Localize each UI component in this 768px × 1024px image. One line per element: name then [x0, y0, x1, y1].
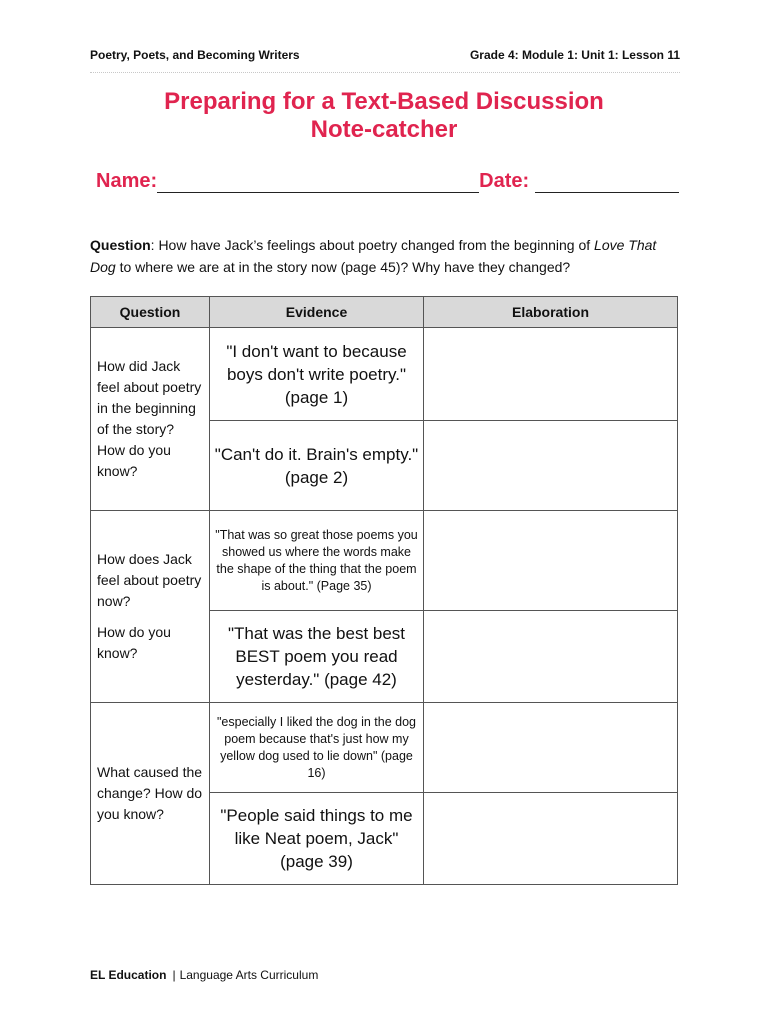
table-row [91, 511, 678, 611]
name-label: Name: [96, 170, 158, 192]
name-date-row [96, 170, 686, 193]
question-book-title: Love That Dog [90, 237, 657, 275]
elaboration-cell[interactable] [424, 511, 678, 611]
date-field-line[interactable] [535, 172, 679, 193]
title-line-2: Note-catcher [310, 116, 458, 143]
question-cell-text: How did Jack feel about poetry in the beginning of the story? How do you know? [97, 358, 202, 479]
header-divider [90, 72, 680, 73]
question-cell-text: How does Jack feel about poetry now? [97, 551, 202, 609]
evidence-cell: "Can't do it. Brain's empty." (page 2) [210, 421, 424, 511]
discussion-question [90, 234, 680, 278]
elaboration-cell[interactable] [424, 421, 678, 511]
footer-text: Language Arts Curriculum [179, 968, 319, 982]
title-line-1: Preparing for a Text-Based Discussion [164, 88, 604, 115]
page-footer [90, 968, 318, 982]
elaboration-cell[interactable] [424, 611, 678, 703]
question-label: Question [90, 237, 151, 253]
evidence-cell: "That was so great those poems you showed us where the words make the shape of the thing that the poem is about." (Page 35) [210, 511, 424, 611]
question-text-before: : How have Jack’s feelings about poetry changed from the beginning of [150, 237, 595, 253]
footer-separator: | [172, 968, 176, 982]
evidence-cell: "That was the best best BEST poem you read yesterday." (page 42) [210, 611, 424, 703]
evidence-cell: "especially I liked the dog in the dog poem because that's just how my yellow dog used to lie down" (page 16) [210, 703, 424, 793]
header-evidence: Evidence [210, 297, 424, 328]
el-education-logo: EL Education [90, 968, 167, 982]
header-question: Question [91, 297, 210, 328]
table-row [91, 328, 678, 421]
evidence-cell: "I don't want to because boys don't write poetry." (page 1) [210, 328, 424, 421]
question-cell [91, 328, 210, 511]
table-header-row [91, 297, 678, 328]
header-course-title: Poetry, Poets, and Becoming Writers [90, 48, 300, 62]
table-row [91, 703, 678, 793]
elaboration-cell[interactable] [424, 703, 678, 793]
header-elaboration: Elaboration [424, 297, 678, 328]
header-lesson-info: Grade 4: Module 1: Unit 1: Lesson 11 [469, 48, 680, 62]
date-label: Date: [479, 170, 530, 192]
question-text-after: to where we are at in the story now (page 45)? Why have they changed? [115, 259, 571, 275]
page-title [0, 88, 768, 144]
question-cell [91, 703, 210, 885]
elaboration-cell[interactable] [424, 793, 678, 885]
evidence-cell: "People said things to me like Neat poem, Jack" (page 39) [210, 793, 424, 885]
note-catcher-table [90, 296, 678, 885]
name-field-line[interactable] [157, 172, 479, 193]
elaboration-cell[interactable] [424, 328, 678, 421]
question-cell-text-followup: How do you know? [97, 624, 171, 661]
question-cell [91, 511, 210, 703]
question-cell-text: What caused the change? How do you know? [97, 764, 203, 822]
